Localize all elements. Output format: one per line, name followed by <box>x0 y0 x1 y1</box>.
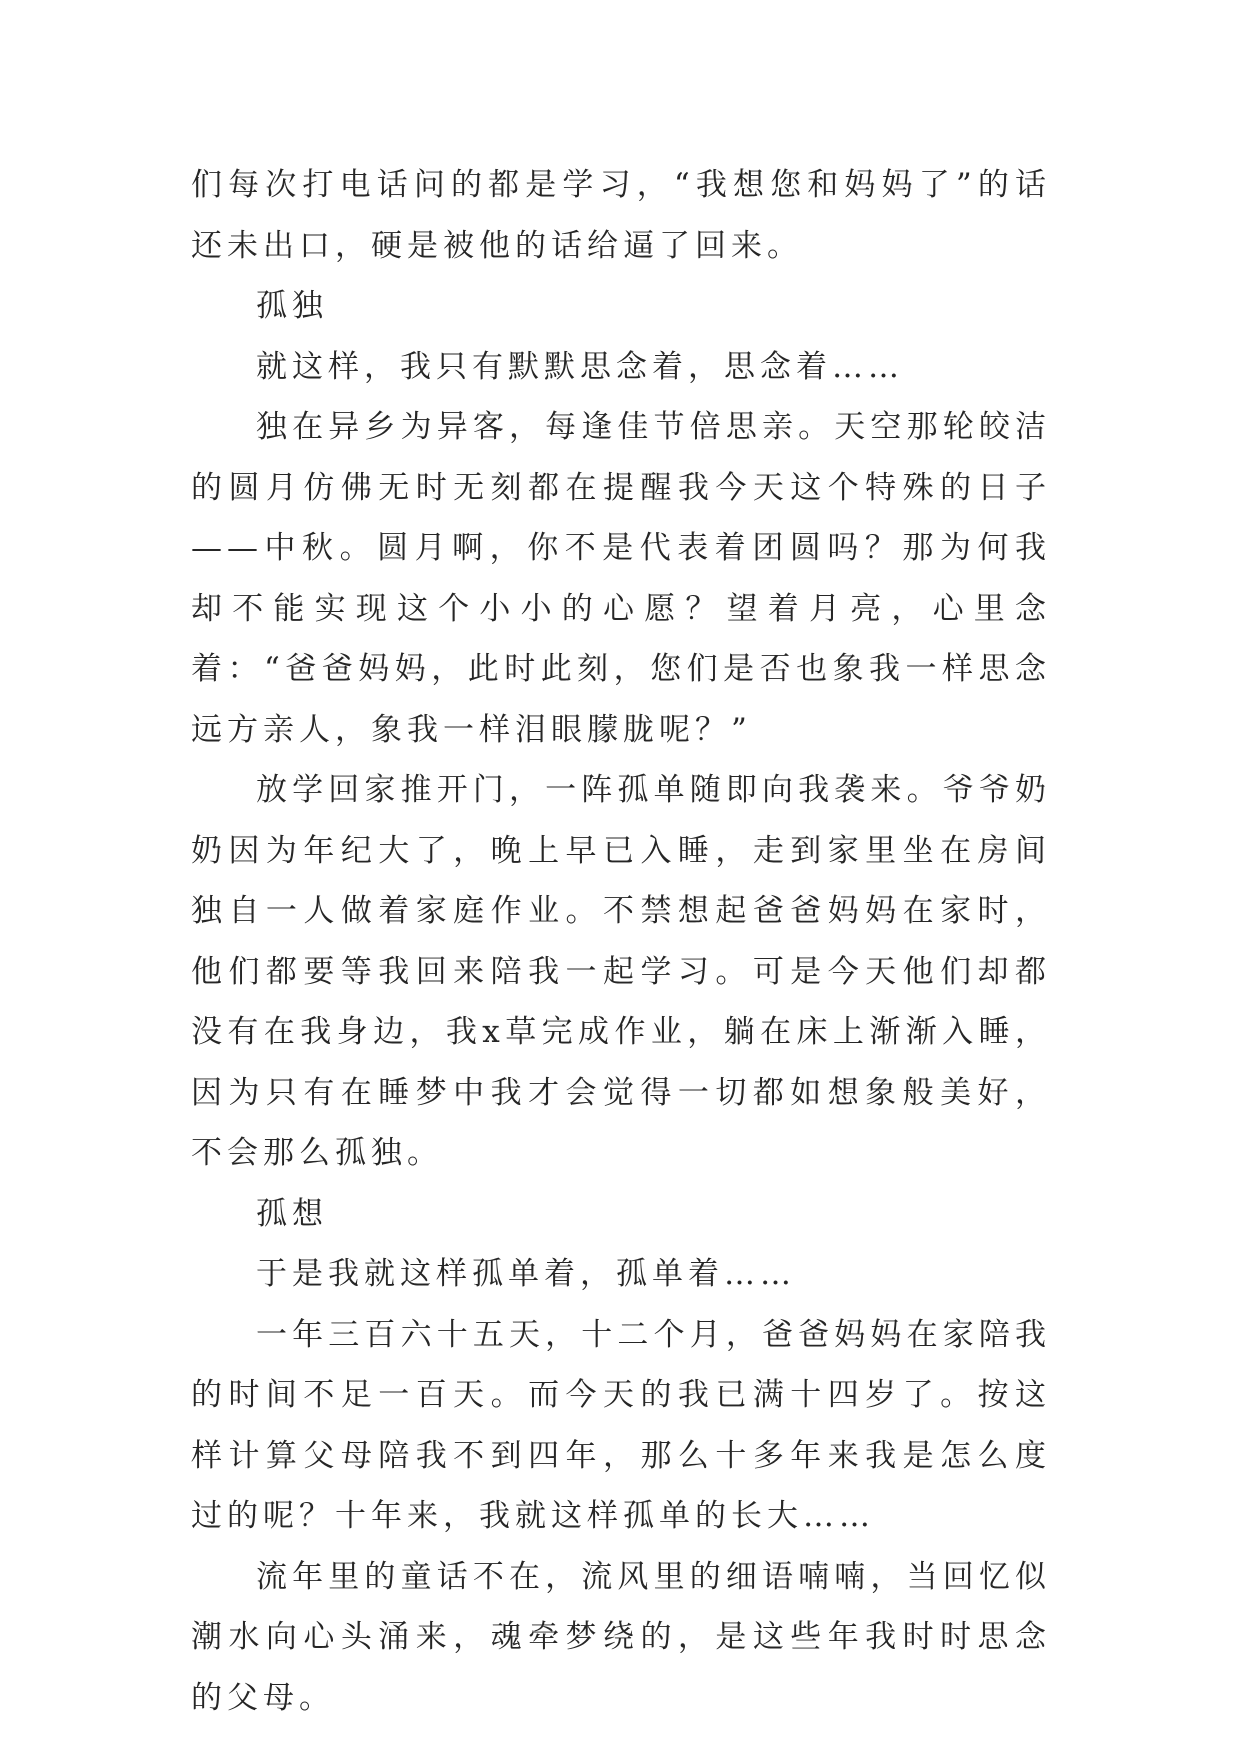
paragraph: 放学回家推开门，一阵孤单随即向我袭来。爷爷奶奶因为年纪大了，晚上早已入睡，走到家里坐在房间独自一人做着家庭作业。不禁想起爸爸妈妈在家时，他们都要等我回来陪我一起学习。可是今天他们却都没有在我身边，我x草完成作业，躺在床上渐渐入睡，因为只有在睡梦中我才会觉得一切都如想象般美好，不会那么孤独。 <box>191 772 1051 1171</box>
section-heading-loneliness: 孤独 <box>256 288 328 324</box>
paragraph: 一年三百六十五天，十二个月，爸爸妈妈在家陪我的时间不足一百天。而今天的我已满十四岁了。按这样计算父母陪我不到四年，那么十多年来我是怎么度过的呢？十年来，我就这样孤单的长大…… <box>191 1316 1051 1534</box>
paragraph: 就这样，我只有默默思念着，思念着…… <box>256 348 904 385</box>
paragraph-continued: 们每次打电话问的都是学习，“我想您和妈妈了”的话还未出口，硬是被他的话给逼了回来。 <box>191 167 1051 264</box>
document-body <box>191 155 1051 1728</box>
paragraph: 流年里的童话不在，流风里的细语喃喃，当回忆似潮水向心头涌来，魂牵梦绕的，是这些年我时时思念的父母。 <box>191 1558 1051 1716</box>
paragraph: 独在异乡为异客，每逢佳节倍思亲。天空那轮皎洁的圆月仿佛无时无刻都在提醒我今天这个特殊的日子——中秋。圆月啊，你不是代表着团圆吗？那为何我却不能实现这个小小的心愿？望着月亮，心里念着：“爸爸妈妈，此时此刻，您们是否也象我一样思念远方亲人，象我一样泪眼朦胧呢？” <box>191 409 1051 748</box>
paragraph: 于是我就这样孤单着，孤单着…… <box>256 1256 796 1292</box>
section-heading-longing: 孤想 <box>256 1195 328 1232</box>
